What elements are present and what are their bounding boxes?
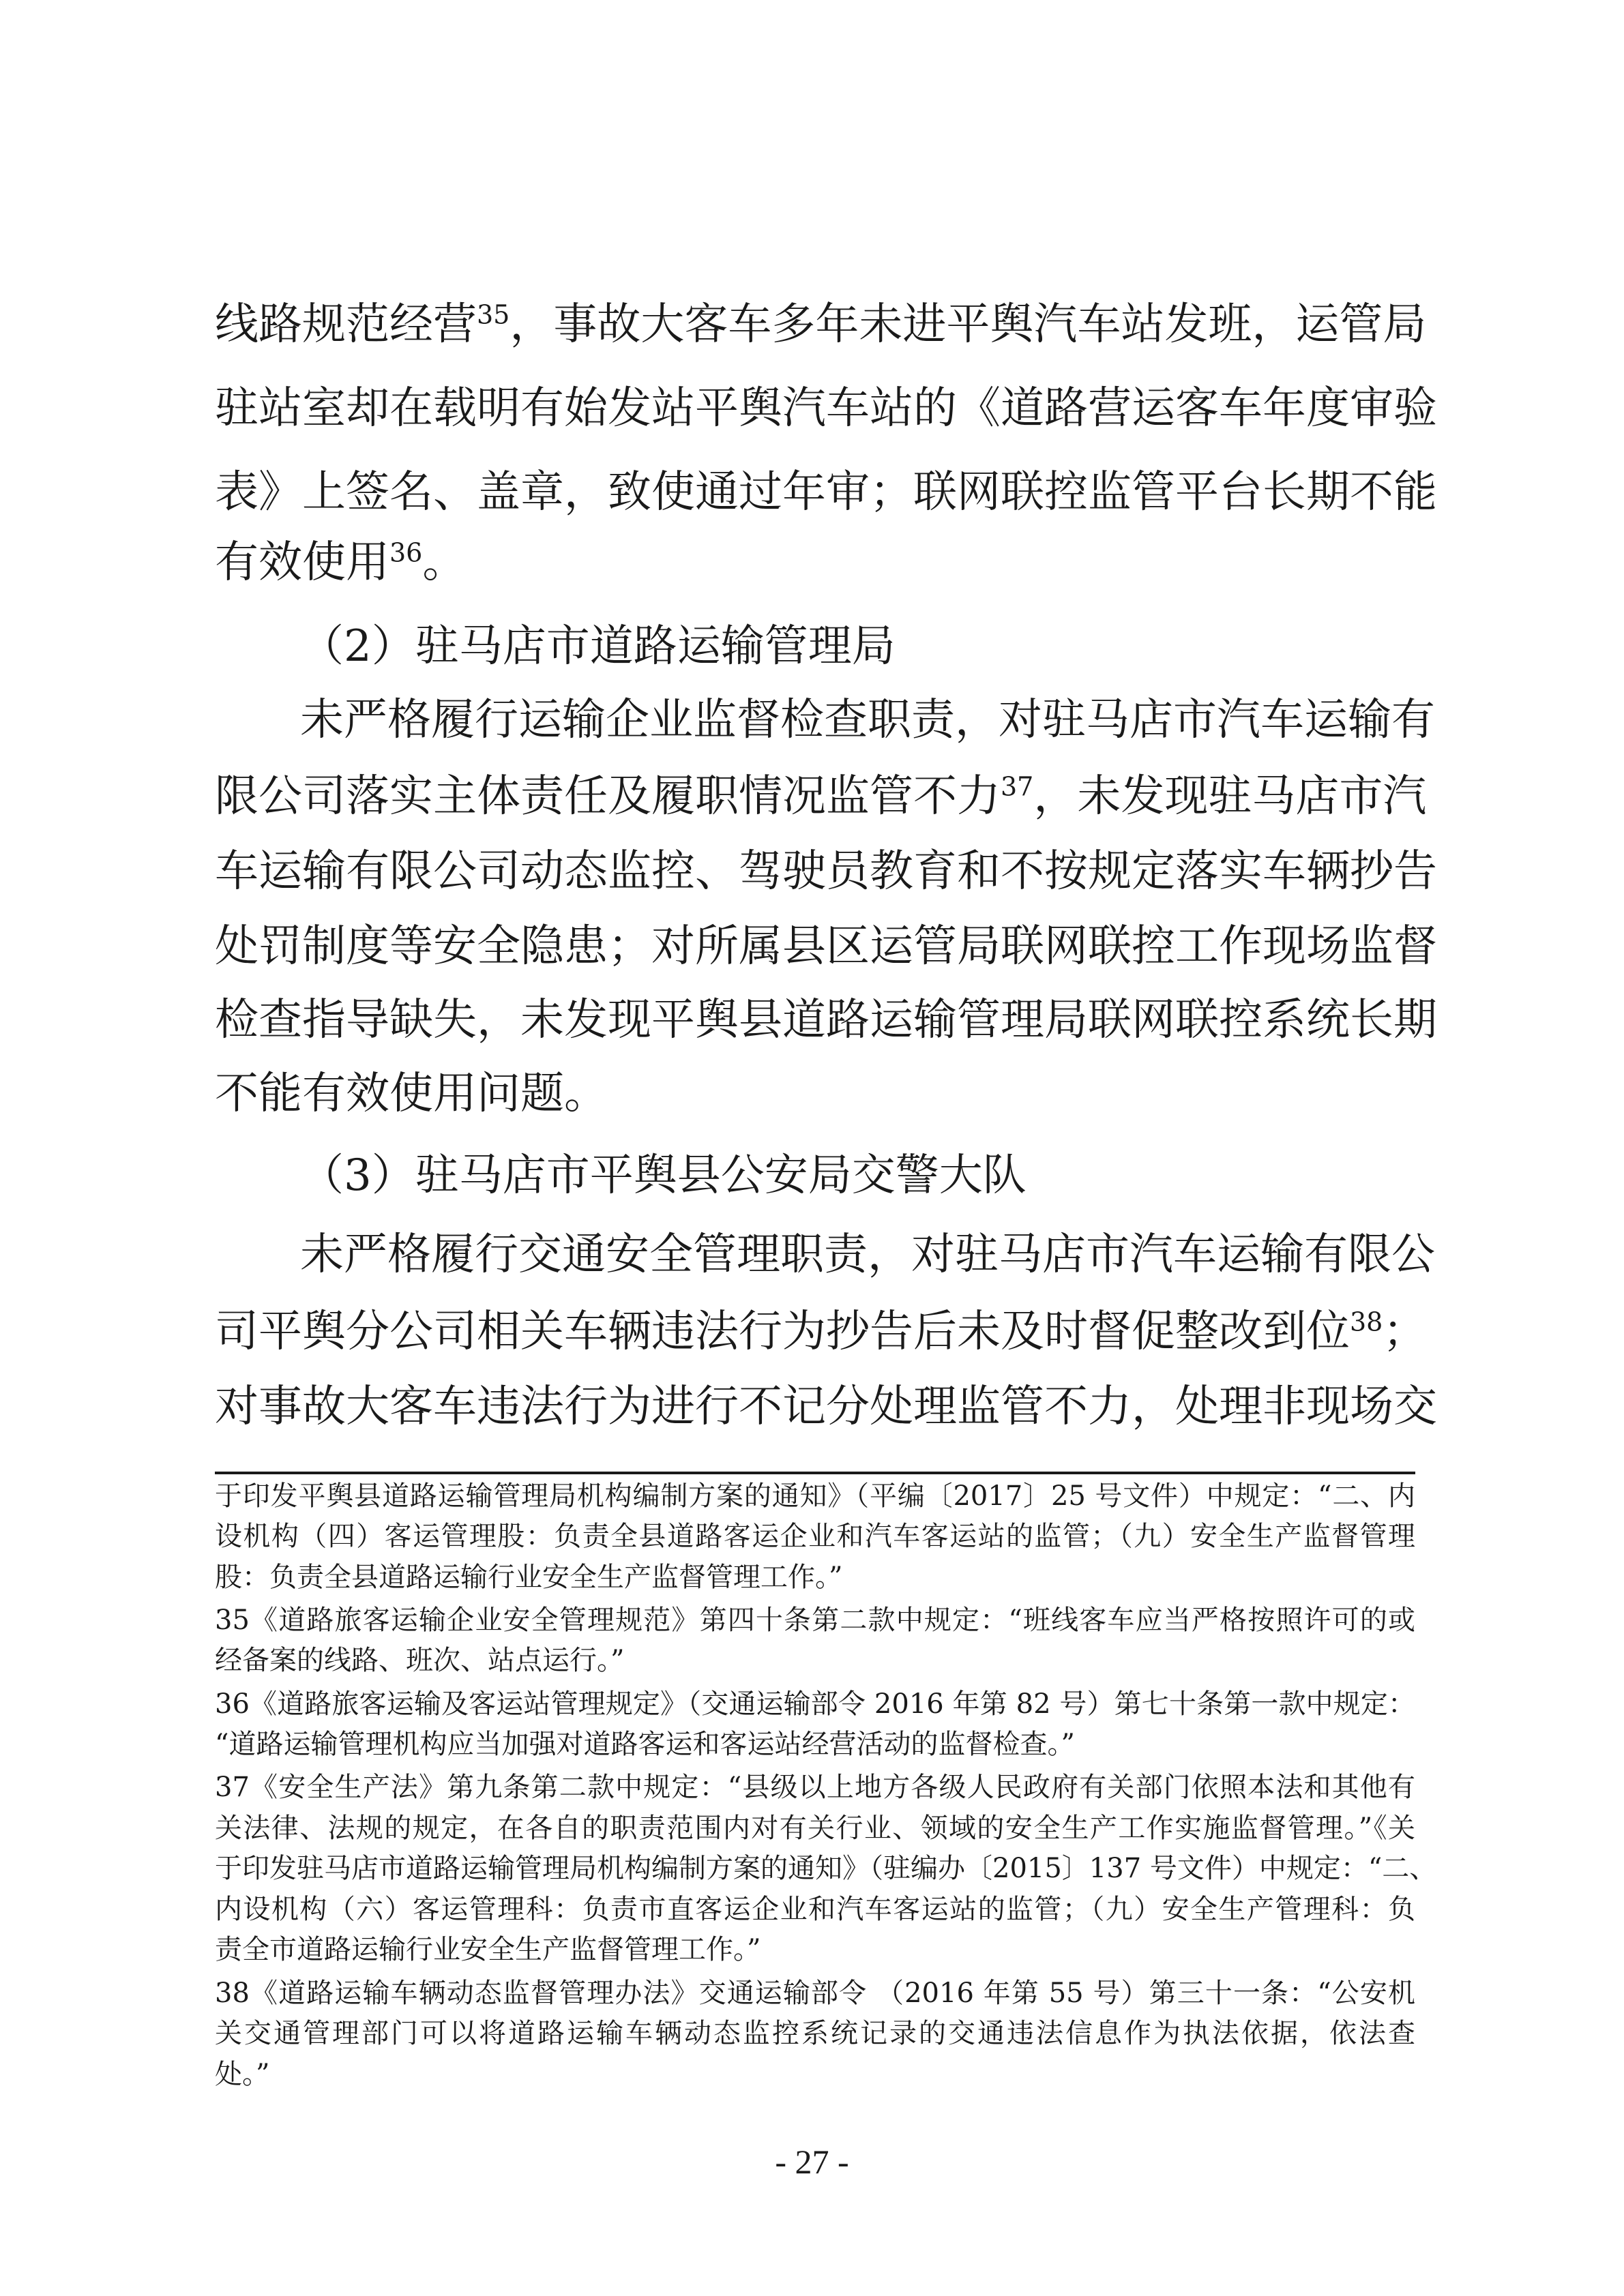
- footnote-line: 38《道路运输车辆动态监督管理办法》交通运输部令 （2016 年第 55 号）第三十一条：“公安机: [215, 1978, 1415, 2009]
- footnote-line: 关法律、法规的规定，在各自的职责范围内对有关行业、领域的安全生产工作实施监督管理。”《关: [215, 1813, 1415, 1844]
- body-line: 未严格履行交通安全管理职责，对驻马店市汽车运输有限公: [300, 1229, 1435, 1280]
- body-line: 对事故大客车违法行为进行不记分处理监管不力，处理非现场交: [215, 1382, 1437, 1432]
- footnote-line: 37《安全生产法》第九条第二款中规定：“县级以上地方各级人民政府有关部门依照本法和其他有: [215, 1772, 1415, 1803]
- footnote-line: 经备案的线路、班次、站点运行。”: [215, 1645, 625, 1676]
- footnote-line: 处。”: [215, 2059, 270, 2090]
- footnote-line: 股：负责全县道路运输行业安全生产监督管理工作。”: [215, 1562, 843, 1593]
- section-heading: （3）驻马店市平舆县公安局交警大队: [300, 1150, 1027, 1201]
- body-line: 驻站室却在载明有始发站平舆汽车站的《道路营运客车年度审验: [215, 383, 1437, 434]
- body-line: 表》上签名、盖章，致使通过年审；联网联控监管平台长期不能: [215, 467, 1437, 518]
- footnote-ref: 38: [1350, 1307, 1383, 1337]
- footnote-line: 于印发驻马店市道路运输管理局机构编制方案的通知》（驻编办〔2015〕137 号文件）中规定：“二、: [215, 1853, 1437, 1884]
- page-number: - 27 -: [775, 2143, 849, 2181]
- footnote-separator: [215, 1472, 1415, 1474]
- body-line: 线路规范经营$^{35}$，事故大客车多年未进平舆汽车站发班，运管局: [215, 299, 1427, 350]
- body-line: 未严格履行运输企业监督检查职责，对驻马店市汽车运输有: [300, 695, 1435, 745]
- body-line: 车运输有限公司动态监控、驾驶员教育和不按规定落实车辆抄告: [215, 846, 1437, 897]
- body-line: 限公司落实主体责任及履职情况监管不力$^{37}$，未发现驻马店市汽: [215, 771, 1427, 822]
- footnote-ref: 35: [477, 299, 510, 330]
- section-heading: （2）驻马店市道路运输管理局: [300, 621, 896, 672]
- footnote-line: 责全市道路运输行业安全生产监督管理工作。”: [215, 1934, 761, 1965]
- footnote-line: 35《道路旅客运输企业安全管理规范》第四十条第二款中规定：“班线客车应当严格按照许可的或: [215, 1605, 1415, 1636]
- footnote-line: 设机构（四）客运管理股：负责全县道路客运企业和汽车客运站的监管；（九）安全生产监督管理: [215, 1521, 1415, 1552]
- body-line: 不能有效使用问题。: [215, 1069, 608, 1119]
- footnote-ref: 36: [389, 537, 423, 568]
- footnote-line: 36《道路旅客运输及客运站管理规定》（交通运输部令 2016 年第 82 号）第七十条第一款中规定：: [215, 1688, 1415, 1720]
- body-line: 有效使用$^{36}$。: [215, 537, 467, 588]
- body-line: 处罚制度等安全隐患；对所属县区运管局联网联控工作现场监督: [215, 921, 1437, 972]
- footnote-line: 于印发平舆县道路运输管理局机构编制方案的通知》（平编〔2017〕25 号文件）中规定：“二、内: [215, 1480, 1415, 1512]
- footnote-line: 内设机构（六）客运管理科：负责市直客运企业和汽车客运站的监管；（九）安全生产管理科：负: [215, 1894, 1415, 1925]
- footnote-ref: 37: [1001, 771, 1034, 802]
- body-line: 司平舆分公司相关车辆违法行为抄告后未及时督促整改到位$^{38}$；: [215, 1307, 1427, 1357]
- body-line: 检查指导缺失，未发现平舆县道路运输管理局联网联控系统长期: [215, 995, 1437, 1045]
- footnote-line: 关交通管理部门可以将道路运输车辆动态监控系统记录的交通违法信息作为执法依据，依法查: [215, 2018, 1415, 2049]
- footnote-line: “道路运输管理机构应当加强对道路客运和客运站经营活动的监督检查。”: [215, 1729, 1075, 1760]
